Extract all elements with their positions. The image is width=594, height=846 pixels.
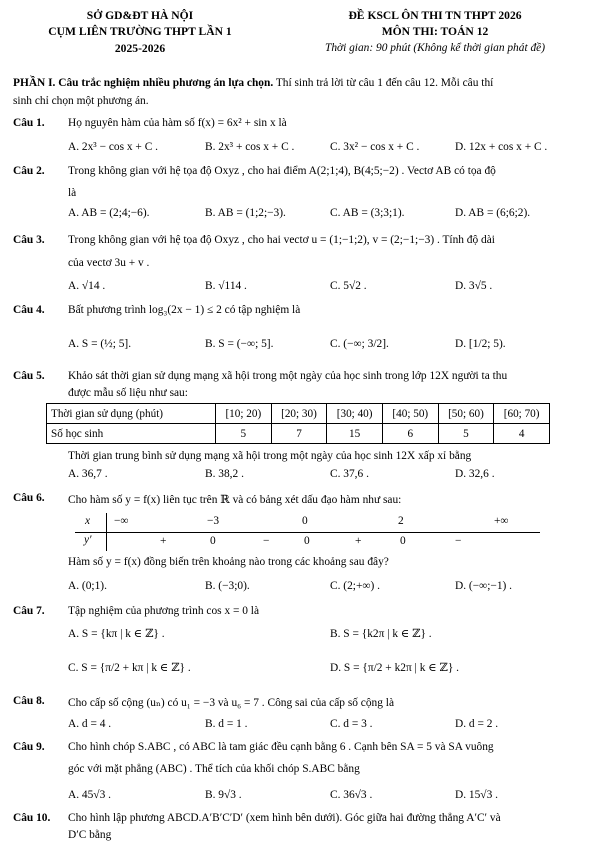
- sign-table-x-value: 0: [302, 515, 308, 527]
- q4-option-d[interactable]: D. [1/2; 5).: [455, 338, 506, 350]
- part1-instructions: [13, 77, 493, 89]
- part1-instr2: sinh chỉ chọn một phương án.: [13, 95, 149, 107]
- q3-option-a[interactable]: A. √14 .: [68, 280, 106, 292]
- table-row: [47, 404, 550, 424]
- sign-table-divider: [75, 532, 540, 533]
- q4-option-a[interactable]: A. S = (½; 5].: [68, 338, 132, 350]
- sign-table-x-value: 2: [398, 515, 404, 527]
- q4-option-c[interactable]: C. (−∞; 3/2].: [330, 338, 389, 350]
- sign-table-sign: +: [160, 535, 167, 547]
- q7-number: Câu 7.: [13, 605, 45, 617]
- sign-table-sign: +: [355, 535, 362, 547]
- q6-option-c[interactable]: C. (2;+∞) .: [330, 580, 380, 592]
- q6-option-b[interactable]: B. (−3;0).: [205, 580, 250, 592]
- table-cell: [30; 40): [327, 404, 383, 424]
- q6-option-a[interactable]: A. (0;1).: [68, 580, 107, 592]
- q5-text: Khảo sát thời gian sử dụng mạng xã hội trong một ngày của học sinh trong lớp 12X người ta thu: [68, 370, 508, 382]
- q3-option-b[interactable]: B. √114 .: [205, 280, 247, 292]
- part1-instr1: Thí sinh trả lời từ câu 1 đến câu 12. Mỗi câu thí: [273, 77, 494, 89]
- table-cell: 4: [494, 424, 550, 444]
- sign-table-vline: [106, 513, 107, 551]
- q2-number: Câu 2.: [13, 165, 45, 177]
- q8-text: Cho cấp số cộng (uₙ) có u₁ = −3 và u₆ = 7 . Công sai của cấp số cộng là: [68, 697, 395, 709]
- q10-number: Câu 10.: [13, 812, 51, 824]
- q7-option-b[interactable]: B. S = {k2π | k ∈ ℤ} .: [330, 628, 432, 640]
- exam-title: ĐỀ KSCL ÔN THI TN THPT 2026: [348, 9, 522, 22]
- subject-title: MÔN THI: TOÁN 12: [381, 25, 489, 38]
- q5-text-cont: được mẫu số liệu như sau:: [68, 387, 188, 399]
- table-cell: [50; 60): [438, 404, 494, 424]
- q5-option-b[interactable]: B. 38,2 .: [205, 468, 244, 480]
- table-cell: 6: [382, 424, 438, 444]
- exam-time: Thời gian: 90 phút (Không kể thời gian phát đề): [324, 42, 546, 54]
- cluster-name: CỤM LIÊN TRƯỜNG THPT LẦN 1: [48, 25, 232, 38]
- table-cell: [60; 70): [494, 404, 550, 424]
- q9-text: Cho hình chóp S.ABC , có ABC là tam giác đều cạnh bằng 6 . Cạnh bên SA = 5 và SA vuông: [68, 741, 494, 753]
- q3-text: Trong không gian với hệ tọa độ Oxyz , cho hai vectơ u = (1;−1;2), v = (2;−1;−3) . Tính độ dài: [68, 234, 495, 246]
- sign-table-x-value: −∞: [114, 515, 129, 527]
- sign-table-sign: −: [455, 535, 462, 547]
- q8-number: Câu 8.: [13, 695, 45, 707]
- q4-text: Bất phương trình log₃(2x − 1) ≤ 2 có tập nghiệm là: [68, 304, 301, 316]
- q2-option-c[interactable]: C. AB = (3;3;1).: [330, 207, 405, 219]
- q7-text: Tập nghiệm của phương trình cos x = 0 là: [68, 605, 260, 617]
- table-cell: [10; 20): [216, 404, 272, 424]
- sign-table-x-value: +∞: [494, 515, 509, 527]
- sign-table-sign: 0: [400, 535, 406, 547]
- q3-number: Câu 3.: [13, 234, 45, 246]
- sign-table-sign: 0: [304, 535, 310, 547]
- q1-number: Câu 1.: [13, 117, 45, 129]
- q1-text: Họ nguyên hàm của hàm số f(x) = 6x² + sin x là: [68, 117, 287, 129]
- q6-option-d[interactable]: D. (−∞;−1) .: [455, 580, 513, 592]
- dept-name: SỞ GD&ĐT HÀ NỘI: [86, 9, 194, 22]
- q9-option-d[interactable]: D. 15√3 .: [455, 789, 498, 801]
- q10-text-cont: D′C bằng: [68, 829, 112, 841]
- q7-option-a[interactable]: A. S = {kπ | k ∈ ℤ} .: [68, 628, 165, 640]
- q2-option-d[interactable]: D. AB = (6;6;2).: [455, 207, 531, 219]
- q3-option-c[interactable]: C. 5√2 .: [330, 280, 367, 292]
- sign-table-y-label: y′: [84, 534, 92, 546]
- table-cell: [40; 50): [382, 404, 438, 424]
- table-cell: 15: [327, 424, 383, 444]
- q3-option-d[interactable]: D. 3√5 .: [455, 280, 493, 292]
- q4-number: Câu 4.: [13, 304, 45, 316]
- q7-option-c[interactable]: C. S = {π/2 + kπ | k ∈ ℤ} .: [68, 662, 191, 674]
- q9-option-a[interactable]: A. 45√3 .: [68, 789, 111, 801]
- part1-title: PHẦN I. Câu trắc nghiệm nhiều phương án lựa chọn.: [13, 77, 274, 89]
- q9-option-c[interactable]: C. 36√3 .: [330, 789, 373, 801]
- q4-option-b[interactable]: B. S = (−∞; 5].: [205, 338, 274, 350]
- sign-table-x-value: −3: [207, 515, 220, 527]
- q10-text: Cho hình lập phương ABCD.A′B′C′D′ (xem hình bên dưới). Góc giữa hai đường thẳng A′C′ và: [68, 812, 501, 824]
- q1-option-b[interactable]: B. 2x³ + cos x + C .: [205, 141, 295, 153]
- table-cell: [20; 30): [271, 404, 327, 424]
- school-year: 2025-2026: [114, 42, 166, 55]
- table-cell: 5: [216, 424, 272, 444]
- q2-option-b[interactable]: B. AB = (1;2;−3).: [205, 207, 286, 219]
- q3-text-cont: của vectơ 3u + v .: [68, 257, 150, 269]
- sign-table-sign: −: [263, 535, 270, 547]
- table-row: [47, 424, 550, 444]
- q6-number: Câu 6.: [13, 492, 45, 504]
- table-row-label: Số học sinh: [47, 424, 216, 444]
- table-cell: 7: [271, 424, 327, 444]
- q8-option-b[interactable]: B. d = 1 .: [205, 718, 248, 730]
- q8-option-d[interactable]: D. d = 2 .: [455, 718, 499, 730]
- q5-frequency-table: [46, 403, 550, 444]
- q1-option-d[interactable]: D. 12x + cos x + C .: [455, 141, 548, 153]
- q9-option-b[interactable]: B. 9√3 .: [205, 789, 242, 801]
- q9-text-cont: góc với mặt phẳng (ABC) . Thể tích của khối chóp S.ABC bằng: [68, 763, 360, 775]
- q5-option-d[interactable]: D. 32,6 .: [455, 468, 495, 480]
- q2-option-a[interactable]: A. AB = (2;4;−6).: [68, 207, 150, 219]
- q8-option-a[interactable]: A. d = 4 .: [68, 718, 112, 730]
- sign-table-x-label: x: [85, 515, 91, 527]
- q1-option-c[interactable]: C. 3x² − cos x + C .: [330, 141, 420, 153]
- q2-text: Trong không gian với hệ tọa độ Oxyz , cho hai điểm A(2;1;4), B(4;5;−2) . Vectơ AB có tọa độ: [68, 165, 496, 177]
- q8-option-c[interactable]: C. d = 3 .: [330, 718, 373, 730]
- table-row-label: Thời gian sử dụng (phút): [47, 404, 216, 424]
- sign-table-sign: 0: [210, 535, 216, 547]
- q6-text: Cho hàm số y = f(x) liên tục trên ℝ và có bảng xét dấu đạo hàm như sau:: [68, 494, 402, 506]
- q6-text-question: Hàm số y = f(x) đồng biến trên khoảng nào trong các khoảng sau đây?: [68, 556, 389, 568]
- q5-option-c[interactable]: C. 37,6 .: [330, 468, 369, 480]
- q1-option-a[interactable]: A. 2x³ − cos x + C .: [68, 141, 158, 153]
- q7-option-d[interactable]: D. S = {π/2 + k2π | k ∈ ℤ} .: [330, 662, 459, 674]
- q2-text-cont: là: [68, 187, 77, 199]
- q5-option-a[interactable]: A. 36,7 .: [68, 468, 108, 480]
- q5-number: Câu 5.: [13, 370, 45, 382]
- q5-text-question: Thời gian trung bình sử dụng mạng xã hội trong một ngày của học sinh 12X xấp xỉ bằng: [68, 450, 472, 462]
- q9-number: Câu 9.: [13, 741, 45, 753]
- table-cell: 5: [438, 424, 494, 444]
